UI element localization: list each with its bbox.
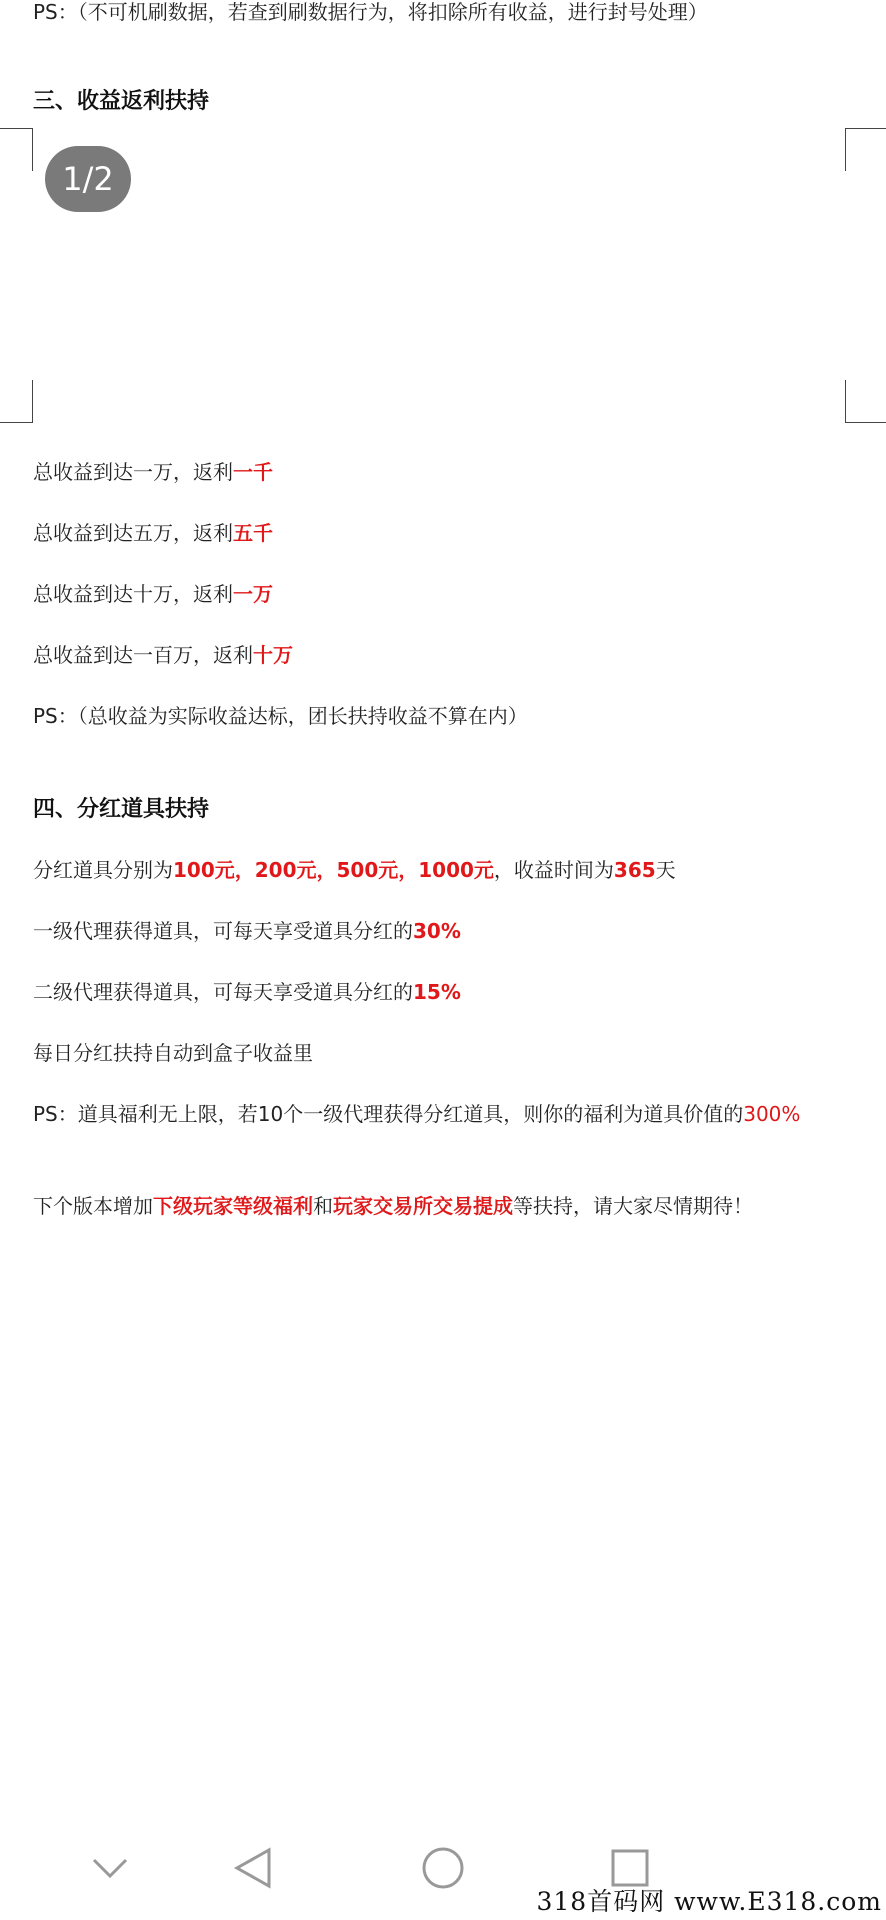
props-text: 天 (655, 858, 676, 882)
props-ps-note (33, 1098, 800, 1127)
back-triangle-icon (231, 1846, 275, 1894)
agent-percent: 15% (413, 980, 461, 1004)
props-ps-percent: 300% (743, 1102, 801, 1126)
rebate-amount: 五千 (233, 521, 273, 545)
next-text: 和 (313, 1194, 333, 1218)
rebate-line-3 (33, 578, 273, 607)
props-values-line (33, 854, 676, 883)
home-button[interactable] (403, 1830, 483, 1910)
agent-level2-line (33, 976, 461, 1005)
crop-mark-bottom-right (845, 380, 886, 423)
rebate-text: 总收益到达五万，返利 (33, 521, 233, 545)
rebate-text: 总收益到达一万，返利 (33, 460, 233, 484)
props-text: ，收益时间为 (493, 858, 614, 882)
agent-level1-line (33, 915, 461, 944)
image-page-indicator[interactable]: 1/2 (45, 146, 131, 212)
chevron-down-icon (90, 1856, 130, 1884)
props-ps-text: PS：道具福利无上限，若10个一级代理获得分红道具，则你的福利为道具价值的 (33, 1102, 744, 1126)
agent-percent: 30% (413, 919, 461, 943)
rebate-amount: 一千 (233, 460, 273, 484)
crop-mark-top-right (845, 128, 886, 171)
rebate-line-1 (33, 456, 273, 485)
next-version-line (33, 1190, 753, 1219)
site-watermark: 318首码网 www.E318.com (536, 1887, 882, 1916)
home-circle-icon (420, 1845, 466, 1895)
rebate-amount: 十万 (253, 643, 293, 667)
rebate-text: 总收益到达十万，返利 (33, 582, 233, 606)
next-highlight: 下级玩家等级福利 (153, 1194, 313, 1218)
next-highlight: 玩家交易所交易提成 (333, 1194, 513, 1218)
next-text: 下个版本增加 (33, 1194, 153, 1218)
rebate-ps-note: PS：（总收益为实际收益达标，团长扶持收益不算在内） (33, 704, 528, 728)
rebate-amount: 一万 (233, 582, 273, 606)
agent-text: 二级代理获得道具，可每天享受道具分红的 (33, 980, 413, 1004)
rebate-line-4 (33, 639, 293, 668)
crop-mark-bottom-left (0, 380, 33, 423)
props-days: 365 (613, 858, 656, 882)
section3-title: 三、收益返利扶持 (33, 89, 210, 114)
next-text: 等扶持，请大家尽情期待！ (513, 1194, 753, 1218)
crop-mark-top-left (0, 128, 33, 171)
top-ps-note: PS：（不可机刷数据，若查到刷数据行为，将扣除所有收益，进行封号处理） (33, 0, 708, 24)
daily-dividend-line: 每日分红扶持自动到盒子收益里 (33, 1041, 313, 1065)
rebate-line-2 (33, 517, 273, 546)
back-button[interactable] (213, 1830, 293, 1910)
props-text: 分红道具分别为 (33, 858, 173, 882)
section4-title: 四、分红道具扶持 (33, 797, 210, 822)
rebate-text: 总收益到达一百万，返利 (33, 643, 253, 667)
collapse-button[interactable] (70, 1830, 150, 1910)
agent-text: 一级代理获得道具，可每天享受道具分红的 (33, 919, 413, 943)
props-values: 100元，200元，500元，1000元 (173, 858, 494, 882)
